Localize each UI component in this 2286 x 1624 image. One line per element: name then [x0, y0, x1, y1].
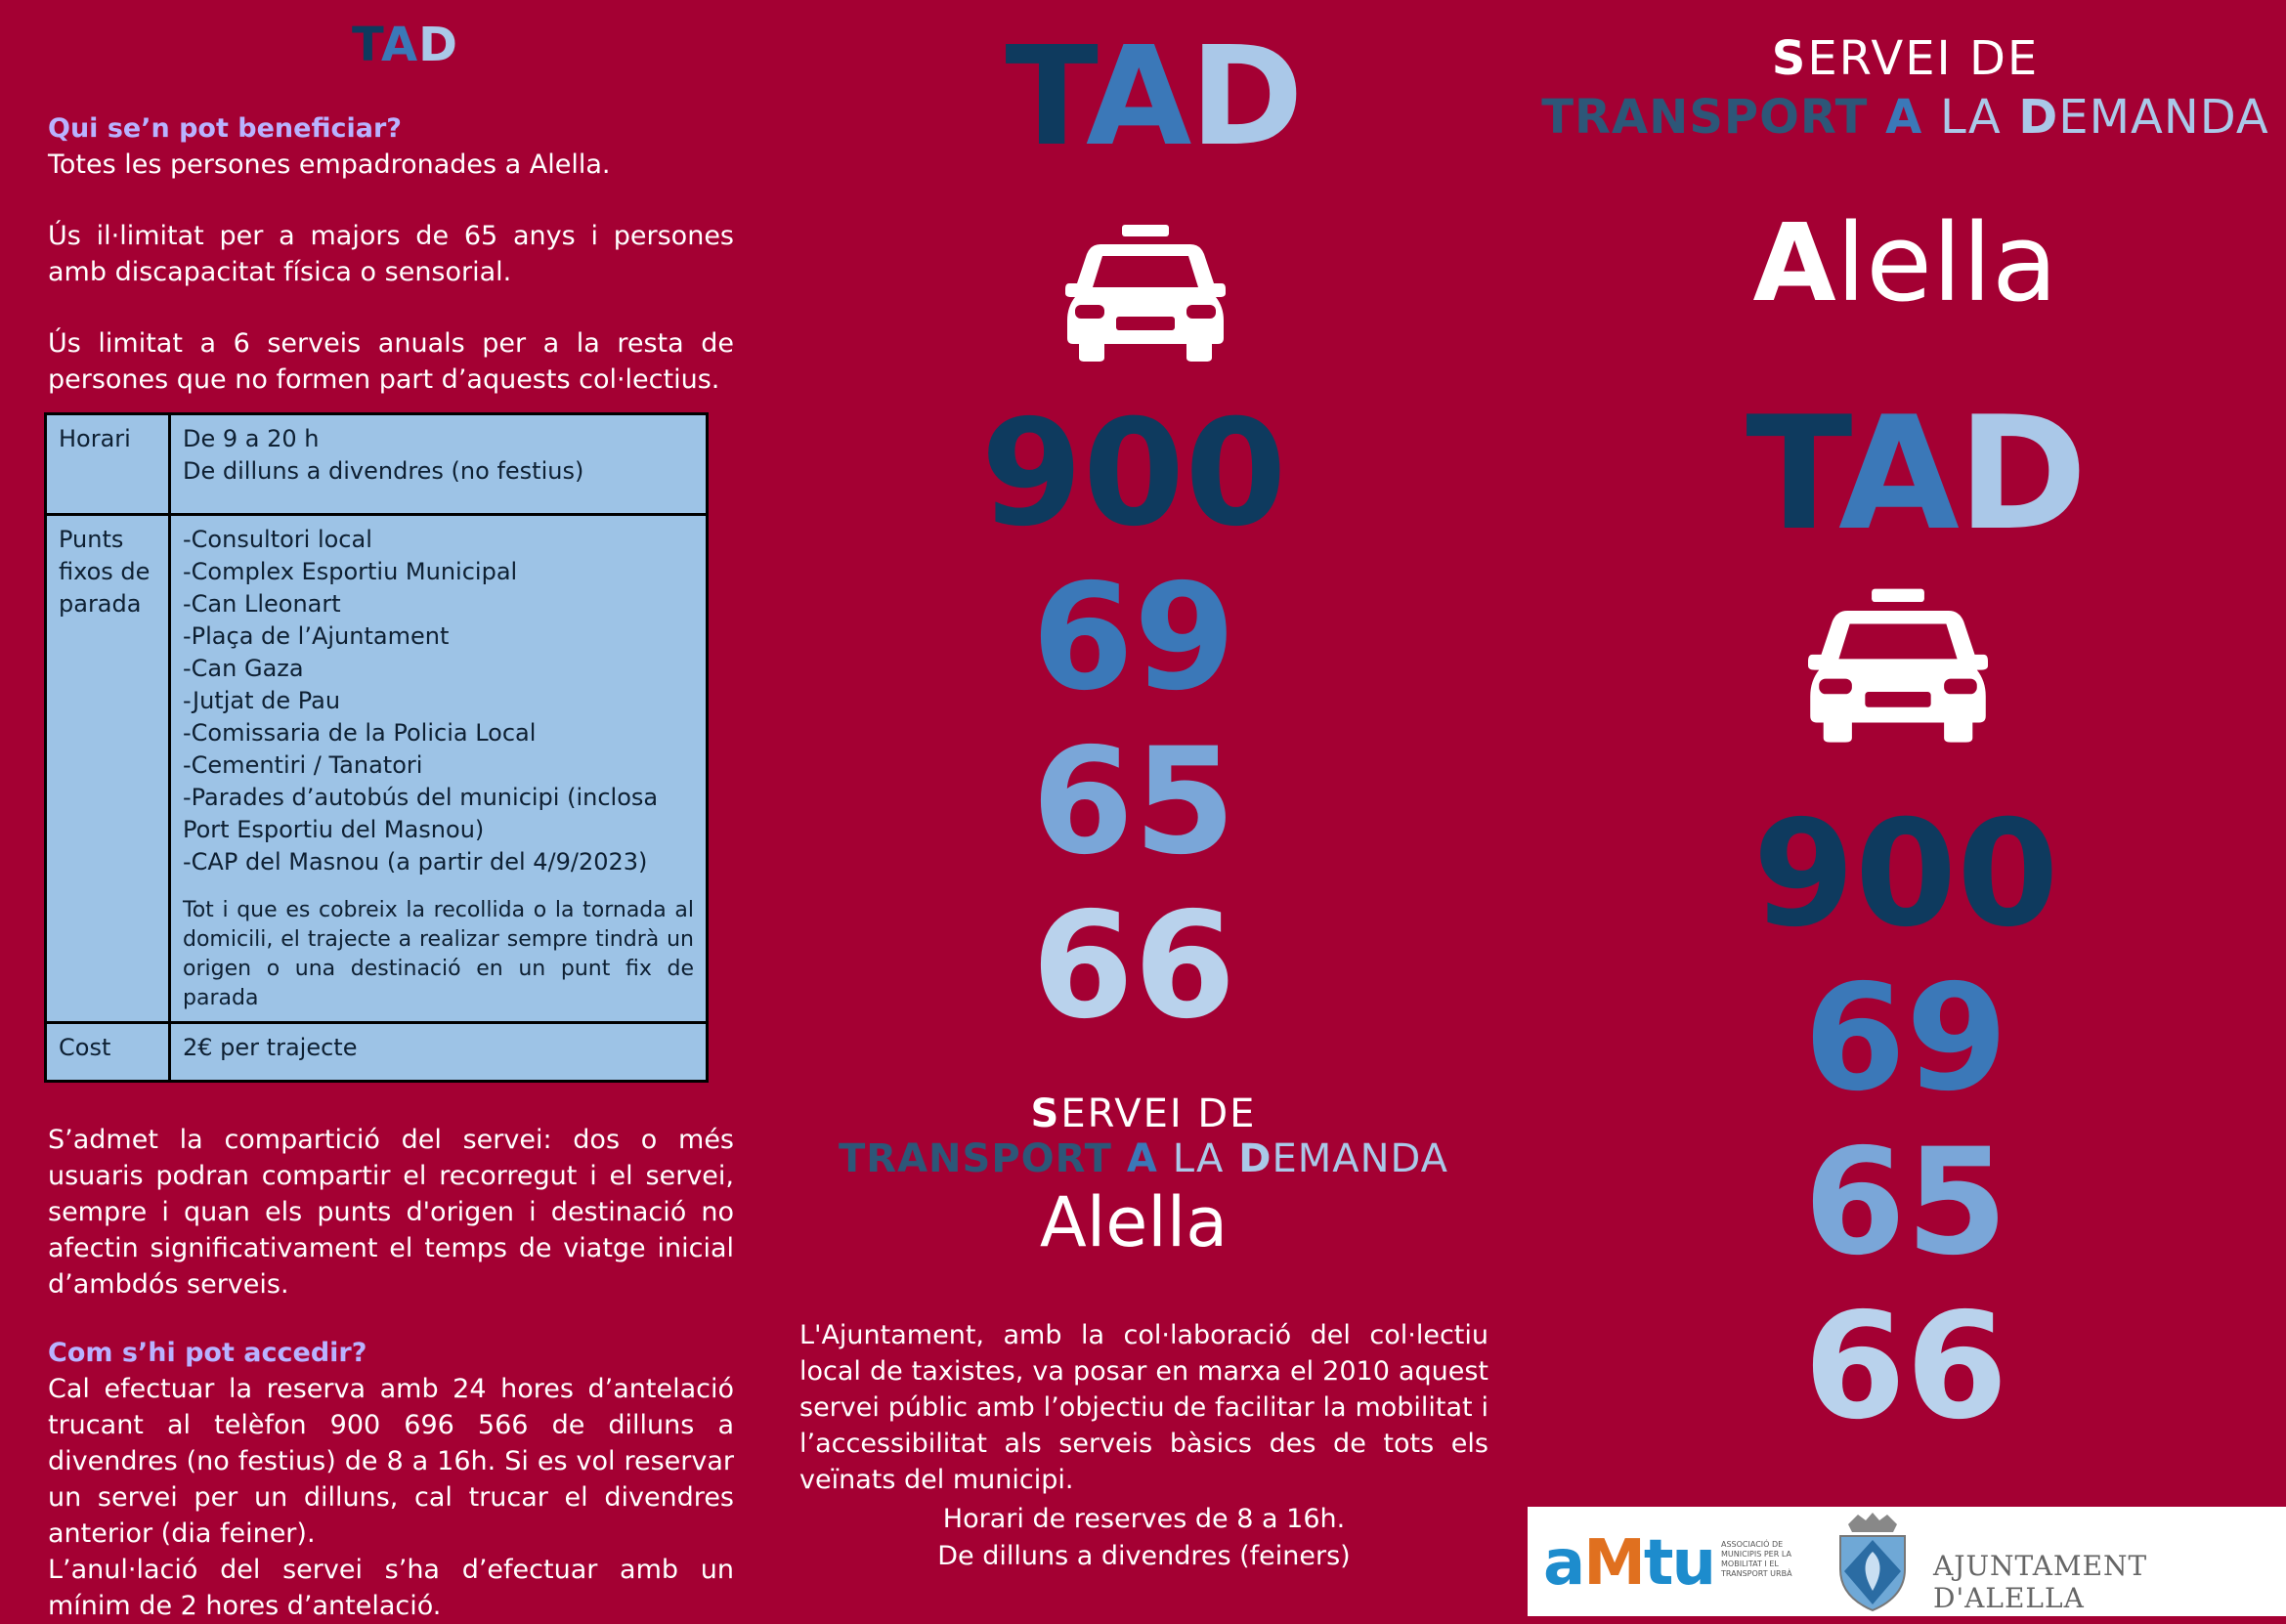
access-text: Cal efectuar la reserva amb 24 hores d’antelació trucant al telèfon 900 696 566 de dilluns a divendres (no festius) de 8 a 16h. Si es vol reservar un servei per un dilluns, cal trucar el divendres anterior (dia feiner).	[48, 1374, 734, 1549]
stop-item: -Can Gaza	[183, 655, 304, 682]
who-heading: Qui se’n pot beneficiar?	[48, 113, 402, 144]
stop-item: -Jutjat de Pau	[183, 687, 341, 714]
stop-item: -Cementiri / Tanatori	[183, 751, 423, 779]
limited-text: Ús limitat a 6 serveis anuals per a la resta de persones que no formen part d’aquests col·lectius.	[48, 328, 734, 395]
phone-part-2: 69	[1031, 553, 1236, 723]
stop-item: -Can Lleonart	[183, 590, 341, 618]
servei-de: SERVEI DE	[1030, 1091, 1257, 1136]
town-name: Alella	[1752, 200, 2058, 325]
access-heading: Com s’hi pot accedir?	[48, 1338, 367, 1368]
stop-item: -Parades d’autobús del municipi (inclosa Port Esportiu del Masnou)	[183, 784, 659, 843]
tad-logo: TAD	[1746, 382, 2086, 565]
stop-item: -CAP del Masnou (a partir del 4/9/2023)	[183, 848, 648, 876]
who-text: Totes les persones empadronades a Alella.	[48, 150, 611, 180]
phone-part-1: 900	[980, 389, 1287, 559]
cancel-text: L’anul·lació del servei s’ha d’efectuar amb un mínim de 2 hores d’antelació.	[48, 1555, 734, 1621]
phone-part-4: 66	[1031, 881, 1236, 1051]
phone-part-3: 65	[1803, 1118, 2008, 1288]
unlimited-text: Ús il·limitat per a majors de 65 anys i persones amb discapacitat física o sensorial.	[48, 221, 734, 287]
tad-logo: TAD	[1005, 18, 1302, 177]
stops-cell	[170, 515, 708, 1023]
stop-item: -Plaça de l’Ajuntament	[183, 622, 450, 650]
phone-part-1: 900	[1752, 790, 2059, 960]
horari-line1: De 9 a 20 h	[183, 425, 320, 452]
stops-note: Tot i que es cobreix la recollida o la tornada al domicili, el trajecte a realizar sempre tindrà un origen o una destinació en un punt fix de parada	[183, 898, 694, 1010]
panel1-title: TAD	[352, 18, 459, 72]
ajuntament-crest-icon	[1829, 1511, 1917, 1612]
reservation-schedule	[799, 1501, 1488, 1575]
schedule-line1: Horari de reserves de 8 a 16h.	[942, 1504, 1346, 1534]
table-row	[46, 1023, 708, 1082]
amtu-logo: aMtu	[1543, 1527, 1715, 1600]
punts-label: Punts fixos de parada	[46, 515, 170, 1023]
horari-value	[170, 414, 708, 515]
horari-label: Horari	[46, 414, 170, 515]
transport-a-la-demanda: TRANSPORT A LA DEMANDA	[838, 1136, 1449, 1181]
cost-value: 2€ per trajecte	[170, 1023, 708, 1082]
who-section	[48, 110, 734, 183]
ajuntament-label: AJUNTAMENT D'ALELLA	[1933, 1550, 2148, 1614]
stop-item: -Complex Esportiu Municipal	[183, 558, 518, 585]
info-panel	[0, 0, 762, 1621]
phone-part-4: 66	[1803, 1282, 2008, 1452]
access-section	[48, 1335, 734, 1624]
transport-a-la-demanda: TRANSPORT A LA DEMANDA	[1541, 90, 2269, 145]
schedule-line2: De dilluns a divendres (feiners)	[937, 1541, 1351, 1571]
taxi-icon	[1065, 223, 1226, 362]
table-row	[46, 515, 708, 1023]
stop-item: -Comissaria de la Policia Local	[183, 719, 537, 747]
phone-part-3: 65	[1031, 717, 1236, 887]
about-text: L'Ajuntament, amb la col·laboració del col·lectiu local de taxistes, va posar en marxa el 2010 aquest servei públic amb l’objectiu de facilitar la mobilitat i l’accessibilitat als serveis bàsics des de tots els veïnats del municipi.	[799, 1320, 1488, 1495]
logos-footer	[1528, 1507, 2286, 1616]
table-row	[46, 414, 708, 515]
phone-part-2: 69	[1803, 954, 2008, 1124]
cost-label: Cost	[46, 1023, 170, 1082]
servei-de: SERVEI DE	[1771, 31, 2040, 86]
sharing-text: S’admet la compartició del servei: dos o més usuaris podran compartir el recorregut i el servei, sempre i quan els punts d'origen i destinació no afectin significativament el temps de viatge inicial d’ambdós serveis.	[48, 1125, 734, 1300]
taxi-icon	[1808, 586, 1988, 743]
amtu-subtitle: ASSOCIACIÓ DE MUNICIPIS PER LA MOBILITAT I EL TRANSPORT URBÀ	[1721, 1540, 1792, 1578]
service-info-table	[44, 412, 709, 1083]
cover-panel	[1525, 0, 2286, 1616]
town-name: Alella	[1039, 1182, 1229, 1262]
stop-item: -Consultori local	[183, 526, 372, 553]
horari-line2: De dilluns a divendres (no festius)	[183, 457, 584, 485]
middle-panel	[762, 0, 1525, 1616]
